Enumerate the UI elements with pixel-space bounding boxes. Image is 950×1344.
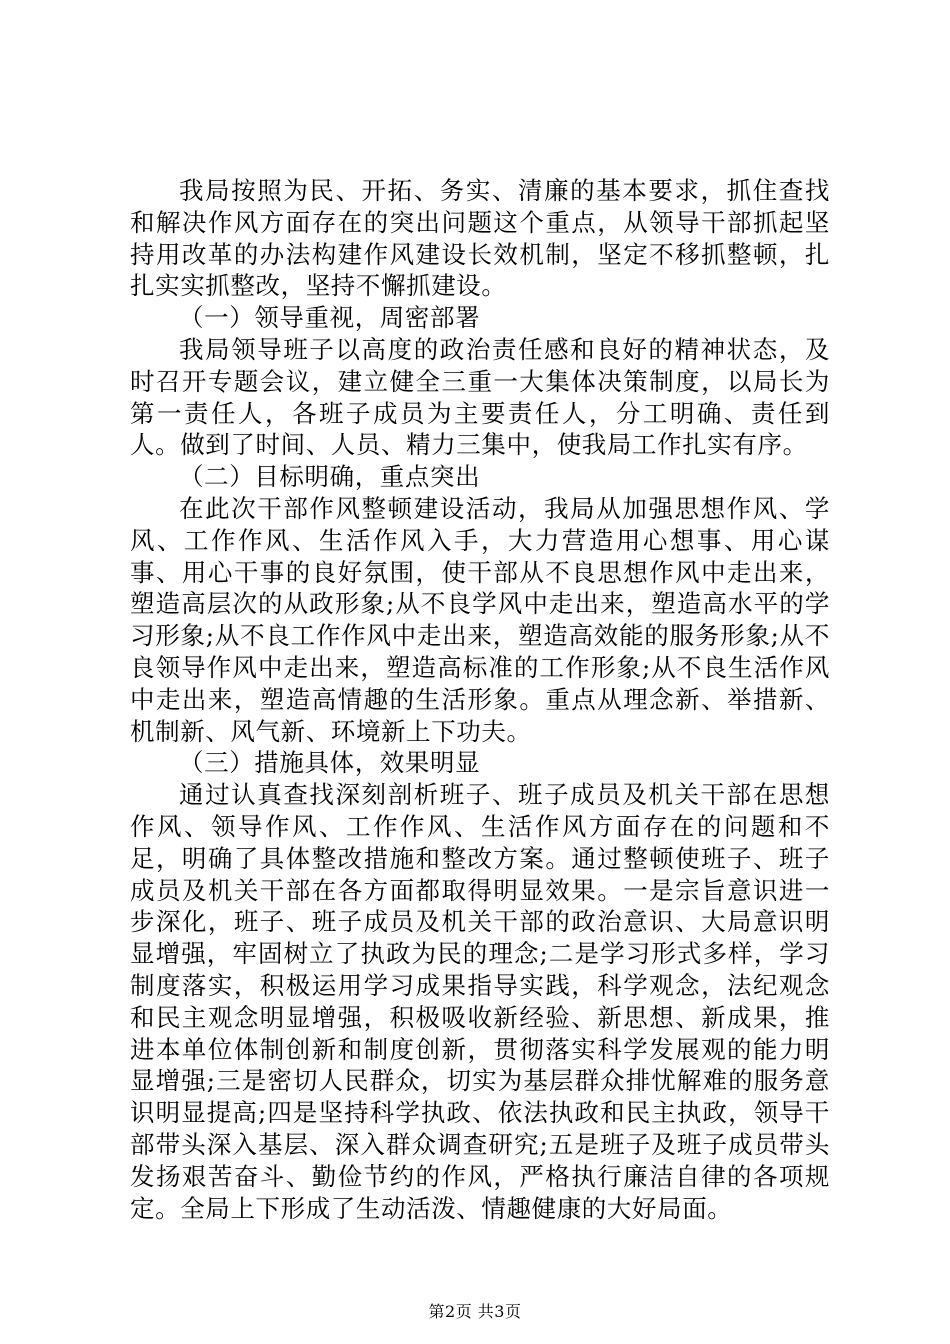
- section-1-paragraph: 我局领导班子以高度的政治责任感和良好的精神状态，及时召开专题会议，建立健全三重一大集体决策制度，以局长为第一责任人，各班子成员为主要责任人，分工明确、责任到人。做到了时间、人员、精力三集中，使我局工作扎实有序。: [130, 334, 830, 460]
- section-3-paragraph: 通过认真查找深刻剖析班子、班子成员及机关干部在思想作风、领导作风、工作作风、生活作风方面存在的问题和不足，明确了具体整改措施和整改方案。通过整顿使班子、班子成员及机关干部在各方面都取得明显效果。一是宗旨意识进一步深化，班子、班子成员及机关干部的政治意识、大局意识明显增强，牢固树立了执政为民的理念;二是学习形式多样，学习制度落实，积极运用学习成果指导实践，科学观念，法纪观念和民主观念明显增强，积极吸收新经验、新思想、新成果，推进本单位体制创新和制度创新，贯彻落实科学发展观的能力明显增强;三是密切人民群众，切实为基层群众排忧解难的服务意识明显提高;四是坚持科学执政、依法执政和民主执政，领导干部带头深入基层、深入群众调查研究;五是班子及班子成员带头发扬艰苦奋斗、勤俭节约的作风，严格执行廉洁自律的各项规定。全局上下形成了生动活泼、情趣健康的大好局面。: [130, 780, 830, 1223]
- section-heading-3: （三）措施具体，效果明显: [179, 748, 481, 778]
- document-body: [130, 175, 830, 1224]
- section-heading-1: （一）领导重视，周密部署: [179, 303, 481, 333]
- page-number-footer: 第2页 共3页: [428, 1302, 522, 1321]
- section-heading-2: （二）目标明确，重点突出: [179, 462, 481, 492]
- intro-paragraph: 我局按照为民、开拓、务实、清廉的基本要求，抓住查找和解决作风方面存在的突出问题这个重点，从领导干部抓起坚持用改革的办法构建作风建设长效机制，坚定不移抓整顿，扎扎实实抓整改，坚持不懈抓建设。: [130, 176, 830, 301]
- section-2-paragraph: 在此次干部作风整顿建设活动，我局从加强思想作风、学风、工作作风、生活作风入手，大力营造用心想事、用心谋事、用心干事的良好氛围，使干部从不良思想作风中走出来，塑造高层次的从政形象;从不良学风中走出来，塑造高水平的学习形象;从不良工作作风中走出来，塑造高效能的服务形象;从不良领导作风中走出来，塑造高标准的工作形象;从不良生活作风中走出来，塑造高情趣的生活形象。重点从理念新、举措新、机制新、风气新、环境新上下功夫。: [130, 493, 830, 746]
